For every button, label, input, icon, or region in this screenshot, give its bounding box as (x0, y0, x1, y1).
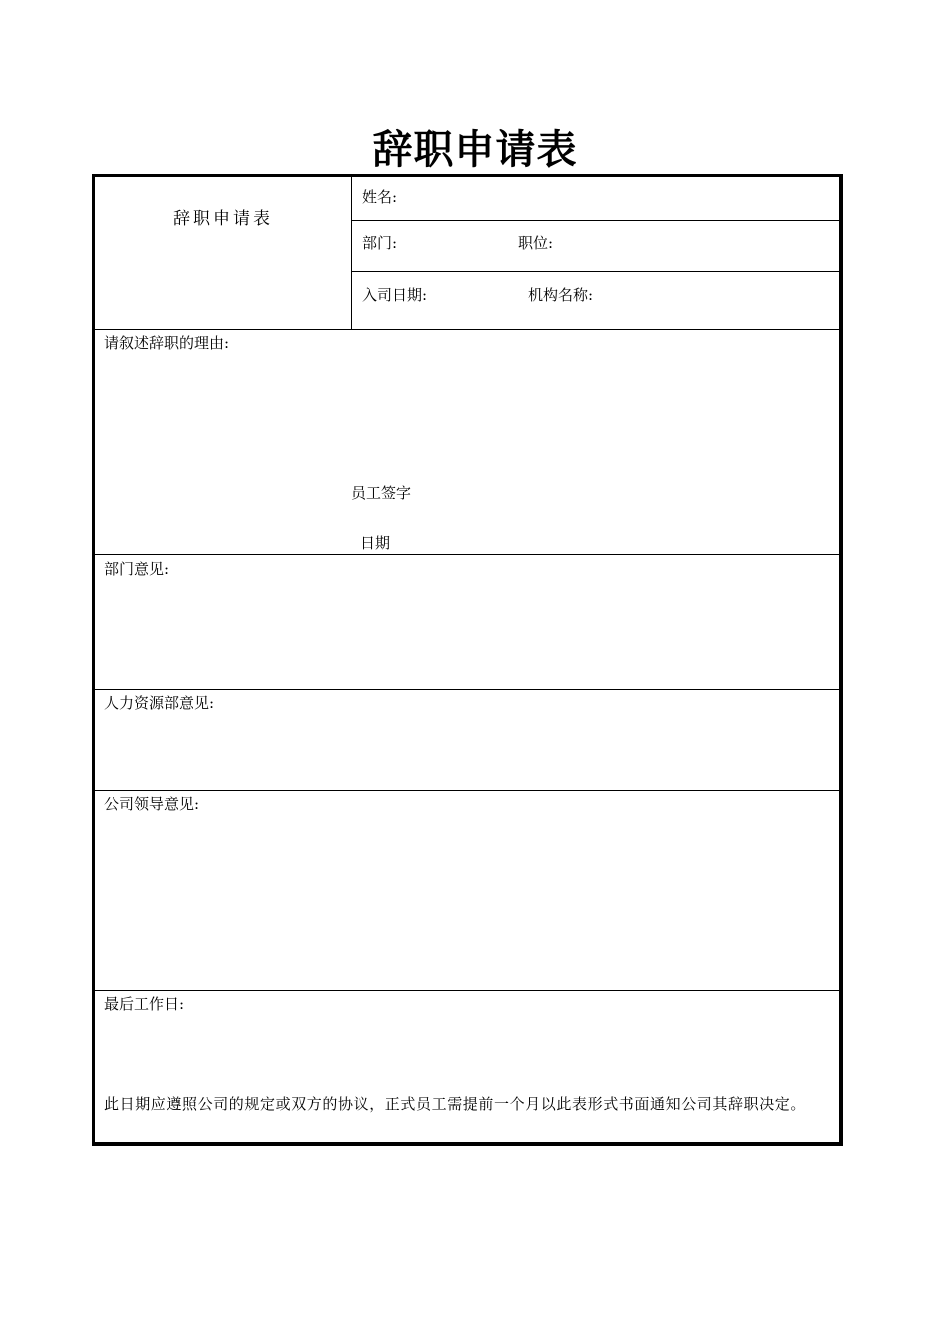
header-column-divider (351, 177, 352, 329)
hr-section-divider (95, 790, 839, 791)
department-field[interactable]: 部门: (362, 234, 398, 252)
leadership-opinion-field[interactable]: 公司领导意见: (104, 795, 200, 813)
position-field[interactable]: 职位: (518, 234, 554, 252)
hr-opinion-field[interactable]: 人力资源部意见: (104, 694, 215, 712)
org-name-field[interactable]: 机构名称: (528, 286, 594, 304)
reason-section-divider (95, 554, 839, 555)
row-divider-name (351, 220, 839, 221)
page-title: 辞职申请表 (372, 127, 578, 173)
employee-signature-field[interactable]: 员工签字 (351, 484, 412, 502)
resignation-form-table (92, 174, 843, 1146)
last-workday-field[interactable]: 最后工作日: (104, 995, 185, 1013)
name-field[interactable]: 姓名: (362, 188, 398, 206)
leadership-section-divider (95, 990, 839, 991)
department-opinion-field[interactable]: 部门意见: (104, 560, 170, 578)
resignation-reason-field[interactable]: 请叙述辞职的理由: (104, 334, 230, 352)
signature-date-field[interactable]: 日期 (360, 534, 391, 552)
row-divider-department (351, 271, 839, 272)
department-section-divider (95, 689, 839, 690)
header-block-label: 辞职申请表 (173, 209, 273, 229)
notice-text: 此日期应遵照公司的规定或双方的协议，正式员工需提前一个月以此表形式书面通知公司其辞职决定。 (104, 1095, 807, 1113)
header-section-divider (95, 329, 839, 330)
join-date-field[interactable]: 入司日期: (362, 286, 428, 304)
